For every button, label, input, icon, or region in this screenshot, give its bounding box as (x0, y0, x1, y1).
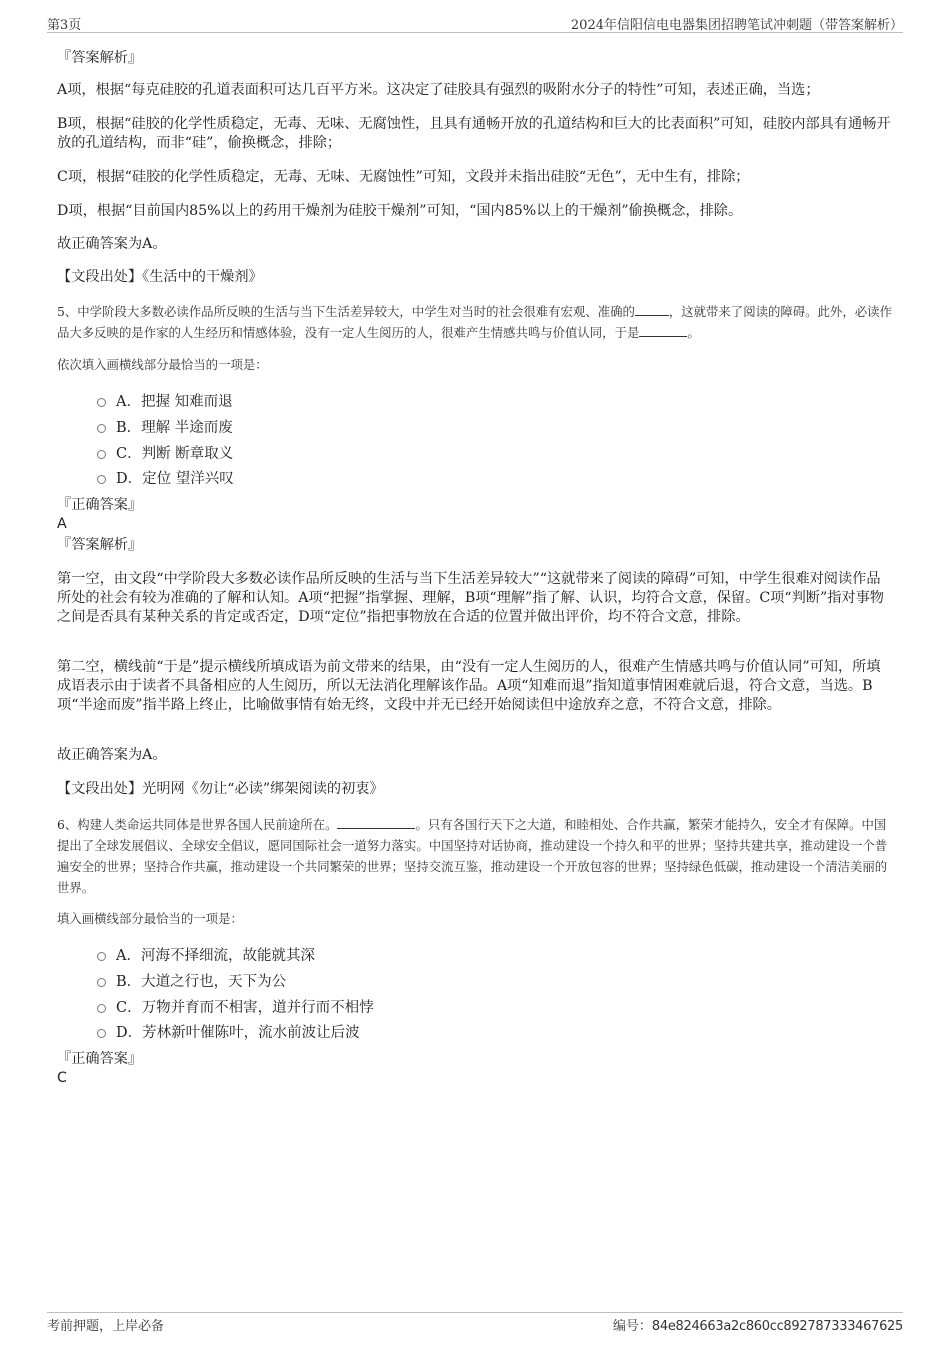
radio-icon[interactable] (97, 398, 106, 407)
q6-options (97, 942, 374, 1045)
q6-answer: C (57, 1070, 67, 1086)
document-id (613, 1315, 903, 1334)
q6-option-c[interactable] (97, 993, 374, 1019)
footer-slogan: 考前押题，上岸必备 (47, 1319, 165, 1334)
q5-answer-label: 『正确答案』 (57, 497, 143, 513)
radio-icon[interactable] (97, 978, 106, 987)
option-label: D．定位 望洋兴叹 (116, 471, 234, 488)
document-id-label: 编号： (612, 1319, 652, 1334)
q6-stem (57, 814, 893, 898)
q4-analysis-c: C项，根据“硅胶的化学性质稳定，无毒、无味、无腐蚀性”可知，文段并未指出硅胶“无色”，无中生有，排除； (57, 169, 750, 185)
document-id-value: 84e824663a2c860cc892787333467625 (651, 1319, 903, 1334)
q4-conclusion: 故正确答案为A。 (57, 236, 167, 252)
q4-analysis-label: 『答案解析』 (57, 50, 143, 66)
q5-stem-part1: 5、中学阶段大多数必读作品所反映的生活与当下生活差异较大，中学生对当时的社会很难有宏观、准确的 (57, 304, 635, 319)
radio-icon[interactable] (97, 952, 106, 961)
q4-analysis-d: D项，根据“目前国内85%以上的药用干燥剂为硅胶干燥剂”可知，“国内85%以上的干燥剂”偷换概念，排除。 (57, 203, 743, 219)
q6-stem-part1: 6、构建人类命运共同体是世界各国人民前途所在。 (57, 817, 338, 832)
radio-icon[interactable] (97, 475, 106, 484)
q5-blank-1 (635, 302, 669, 316)
option-label: C．万物并育而不相害，道并行而不相悖 (116, 999, 374, 1016)
q6-prompt: 填入画横线部分最恰当的一项是： (57, 911, 243, 926)
q5-options (97, 388, 234, 491)
q5-analysis-para1: 第一空，由文段“中学阶段大多数必读作品所反映的生活与当下生活差异较大”“这就带来了阅读的障碍”可知，中学生很难对阅读作品所处的社会有较为准确的了解和认知。A项“把握”指掌握、理解，B项“理解”指了解、认识，均符合文意，保留。C项“判断”指对事物之间是否具有某种关系的肯定或否定，D项“定位”指把事物放在合适的位置并做出评价，均不符合文意，排除。 (57, 571, 884, 625)
q4-analysis-b: B项，根据“硅胶的化学性质稳定，无毒、无味、无腐蚀性，且具有通畅开放的孔道结构和巨大的比表面积”可知，硅胶内部具有通畅开放的孔道结构，而非“硅”，偷换概念，排除； (57, 116, 891, 151)
q6-answer-label: 『正确答案』 (57, 1051, 143, 1067)
page-header (47, 14, 903, 33)
radio-icon[interactable] (97, 450, 106, 459)
page-number: 第3页 (47, 18, 82, 33)
q5-analysis-para2: 第二空，横线前“于是”提示横线所填成语为前文带来的结果，由“没有一定人生阅历的人，很难产生情感共鸣与价值认同”可知，所填成语表示由于读者不具备相应的人生阅历，所以无法消化理解该作品。A项“知难而退”指知道事情困难就后退，符合文意，当选。B项“半途而废”指半路上终止，比喻做事情有始无终，文段中并无已经开始阅读但中途放弃之意，不符合文意，排除。 (57, 659, 881, 713)
radio-icon[interactable] (97, 424, 106, 433)
q5-stem-part2: ，这就带来了阅读的障碍。此外，必读作品大多反映的是作家的人生经历和情感体验，没有一定人生阅历的人，很难产生情感共鸣与价值认同，于是 (57, 304, 892, 340)
option-label: A．河海不择细流，故能就其深 (116, 948, 315, 965)
q6-blank (337, 815, 415, 829)
radio-icon[interactable] (97, 1004, 106, 1013)
option-label: A．把握 知难而退 (116, 394, 233, 411)
q5-prompt: 依次填入画横线部分最恰当的一项是： (57, 357, 268, 372)
q5-option-a[interactable] (97, 388, 234, 414)
q5-blank-2 (639, 323, 687, 337)
q5-conclusion: 故正确答案为A。 (57, 747, 167, 763)
option-label: B．大道之行也，天下为公 (116, 974, 287, 991)
q6-option-b[interactable] (97, 968, 374, 994)
q5-option-c[interactable] (97, 439, 234, 465)
option-label: B．理解 半途而废 (116, 420, 233, 437)
q6-option-d[interactable] (97, 1019, 374, 1045)
option-label: C．判断 断章取义 (116, 445, 234, 462)
page-footer (47, 1312, 903, 1334)
q5-option-d[interactable] (97, 465, 234, 491)
option-label: D．芳林新叶催陈叶，流水前波让后波 (116, 1025, 360, 1042)
q5-stem (57, 301, 893, 343)
q4-source: 【文段出处】《生活中的干燥剂》 (57, 269, 263, 285)
q5-option-b[interactable] (97, 414, 234, 440)
radio-icon[interactable] (97, 1029, 106, 1038)
q5-analysis-label: 『答案解析』 (57, 537, 143, 553)
q6-stem-part2: 。只有各国行天下之大道，和睦相处、合作共赢，繁荣才能持久，安全才有保障。中国提出了全球发展倡议、全球安全倡议，愿同国际社会一道努力落实。中国坚持对话协商，推动建设一个持久和平的世界；坚持共建共享，推动建设一个普遍安全的世界；坚持合作共赢，推动建设一个共同繁荣的世界；坚持交流互鉴，推动建设一个开放包容的世界；坚持绿色低碳，推动建设一个清洁美丽的世界。 (57, 817, 888, 895)
q5-stem-part3: 。 (687, 325, 700, 340)
q5-source: 【文段出处】光明网《勿让“必读”绑架阅读的初衷》 (57, 781, 384, 797)
q4-analysis-a: A项，根据“每克硅胶的孔道表面积可达几百平方米。这决定了硅胶具有强烈的吸附水分子的特性”可知，表述正确，当选； (57, 82, 820, 98)
q6-option-a[interactable] (97, 942, 374, 968)
q5-answer: A (57, 516, 67, 532)
document-title: 2024年信阳信电电器集团招聘笔试冲刺题（带答案解析） (570, 18, 903, 33)
